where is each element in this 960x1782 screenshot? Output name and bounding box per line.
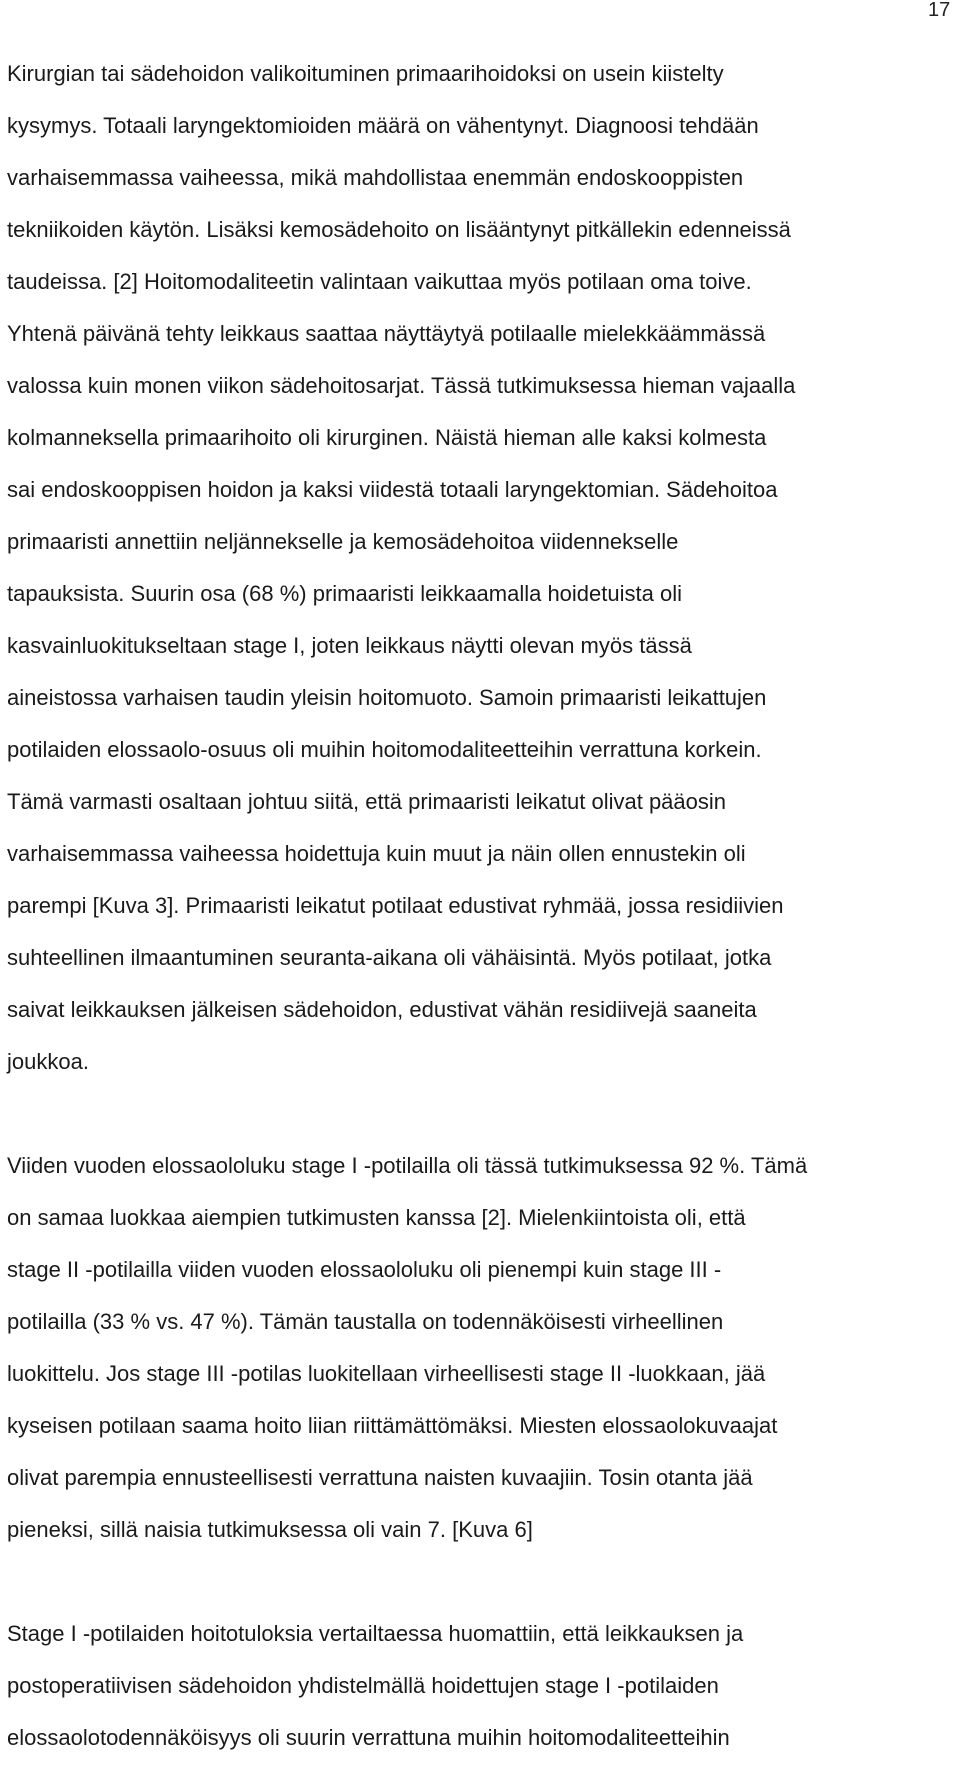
text-line: tekniikoiden käytön. Lisäksi kemosädehoito on lisääntynyt pitkällekin edenneissä: [7, 217, 791, 242]
text-line: olivat parempia ennusteellisesti verrattuna naisten kuvaajiin. Tosin otanta jää: [7, 1465, 753, 1490]
text-line: aineistossa varhaisen taudin yleisin hoitomuoto. Samoin primaaristi leikattujen: [7, 685, 767, 710]
text-line: joukkoa.: [7, 1049, 89, 1074]
text-line: Yhtenä päivänä tehty leikkaus saattaa näyttäytyä potilaalle mielekkäämmässä: [7, 321, 766, 346]
page-number: 17: [928, 0, 951, 21]
text-line: pieneksi, sillä naisia tutkimuksessa oli vain 7. [Kuva 6]: [7, 1517, 533, 1542]
text-line: Tämä varmasti osaltaan johtuu siitä, että primaaristi leikatut olivat pääosin: [7, 789, 727, 814]
text-line: on samaa luokkaa aiempien tutkimusten kanssa [2]. Mielenkiintoista oli, että: [7, 1205, 746, 1230]
text-line: Stage I -potilaiden hoitotuloksia vertailtaessa huomattiin, että leikkauksen ja: [7, 1621, 744, 1646]
text-line: varhaisemmassa vaiheessa hoidettuja kuin muut ja näin ollen ennustekin oli: [7, 841, 746, 866]
text-line: potilaiden elossaolo-osuus oli muihin hoitomodaliteetteihin verrattuna korkein.: [7, 737, 762, 762]
text-line: Kirurgian tai sädehoidon valikoituminen primaarihoidoksi on usein kiistelty: [7, 61, 724, 86]
text-line: kysymys. Totaali laryngektomioiden määrä on vähentynyt. Diagnoosi tehdään: [7, 113, 759, 138]
document-body: [7, 48, 947, 1764]
text-line: parempi [Kuva 3]. Primaaristi leikatut potilaat edustivat ryhmää, jossa residiivien: [7, 893, 784, 918]
text-line: sai endoskooppisen hoidon ja kaksi viidestä totaali laryngektomian. Sädehoitoa: [7, 477, 778, 502]
text-line: luokittelu. Jos stage III -potilas luokitellaan virheellisesti stage II -luokkaan, jää: [7, 1361, 766, 1386]
text-line: varhaisemmassa vaiheessa, mikä mahdollistaa enemmän endoskooppisten: [7, 165, 744, 190]
paragraph-spacer: [7, 1088, 947, 1140]
text-line: kyseisen potilaan saama hoito liian riittämättömäksi. Miesten elossaolokuvaajat: [7, 1413, 778, 1438]
text-line: tapauksista. Suurin osa (68 %) primaaristi leikkaamalla hoidetuista oli: [7, 581, 682, 606]
text-line: potilailla (33 % vs. 47 %). Tämän taustalla on todennäköisesti virheellinen: [7, 1309, 724, 1334]
text-line: suhteellinen ilmaantuminen seuranta-aikana oli vähäisintä. Myös potilaat, jotka: [7, 945, 772, 970]
text-line: stage II -potilailla viiden vuoden elossaololuku oli pienempi kuin stage III -: [7, 1257, 722, 1282]
text-line: Viiden vuoden elossaololuku stage I -potilailla oli tässä tutkimuksessa 92 %. Tämä: [7, 1153, 808, 1178]
text-line: kolmanneksella primaarihoito oli kirurginen. Näistä hieman alle kaksi kolmesta: [7, 425, 767, 450]
paragraph-survival-rates: [7, 1140, 947, 1556]
text-line: kasvainluokitukseltaan stage I, joten leikkaus näytti olevan myös tässä: [7, 633, 692, 658]
text-line: taudeissa. [2] Hoitomodaliteetin valintaan vaikuttaa myös potilaan oma toive.: [7, 269, 752, 294]
paragraph-stage-one-results: [7, 1608, 947, 1764]
paragraph-spacer: [7, 1556, 947, 1608]
text-line: elossaolotodennäköisyys oli suurin verrattuna muihin hoitomodaliteetteihin: [7, 1725, 730, 1750]
text-line: saivat leikkauksen jälkeisen sädehoidon, edustivat vähän residiivejä saaneita: [7, 997, 757, 1022]
text-line: primaaristi annettiin neljännekselle ja kemosädehoitoa viidennekselle: [7, 529, 679, 554]
text-line: postoperatiivisen sädehoidon yhdistelmällä hoidettujen stage I -potilaiden: [7, 1673, 719, 1698]
paragraph-treatment-selection: [7, 48, 947, 1088]
text-line: valossa kuin monen viikon sädehoitosarjat. Tässä tutkimuksessa hieman vajaalla: [7, 373, 796, 398]
